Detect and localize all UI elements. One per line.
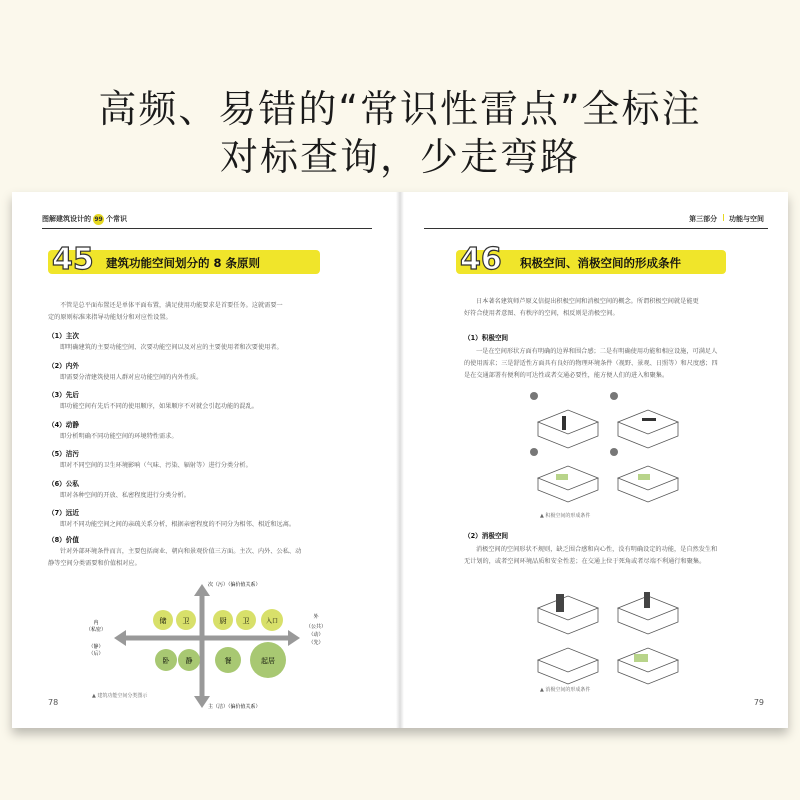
circle-label-living: 起居 [261, 657, 275, 665]
running-head-pre: 图解建筑设计的 [42, 215, 91, 223]
section-title-46: 积极空间、消极空间的形成条件 [520, 256, 681, 270]
principle-text: 即功能空间有先后不同的使用顺序，如果顺序不对就会引起功能的混乱。 [60, 403, 258, 410]
principle-text: 即对各种空间的开放、私密程度进行分类分析。 [60, 491, 190, 499]
right-axis-label-2: （公共） [305, 624, 327, 630]
right-running-head [689, 214, 764, 224]
positive-space-illustrations [528, 390, 688, 506]
negative-green [634, 654, 648, 662]
right-axis-label-3: （动） [308, 632, 324, 638]
space-classification-diagram [82, 580, 332, 710]
right-page [400, 192, 788, 728]
headline-line-2: 对标查询，少走弯路 [219, 135, 580, 179]
positive-green-1 [556, 474, 568, 480]
circle-label-kitchen: 厨 [219, 617, 227, 625]
right-intro-1: 日本著名建筑师芦原义信提出积极空间和消极空间的概念。所谓积极空间就是能更 [476, 298, 699, 305]
running-head-topic: 功能与空间 [729, 215, 764, 223]
section-number-46: 46 [460, 242, 502, 277]
negative-box-3-top [538, 648, 598, 672]
right-axis-label-1: 外 [313, 614, 319, 620]
principle-8-line-1: 针对外部环境条件而言，主要包括商业、朝向和景观价值三方面。主次、内外、公私、动 [60, 548, 302, 555]
left-intro-2: 定的原则标准来指导功能划分和对应性设置。 [48, 314, 172, 321]
positive-box-1-top [538, 410, 598, 434]
left-running-head [42, 214, 127, 225]
positive-space-line-1: 一是在空间形状方面有明确的边界和围合感；二是有明确使用功能和相应设施，可满足人 [476, 348, 718, 355]
circle-label-entrance: 入口 [265, 618, 279, 625]
bottom-axis-label: 主（洁）（偏价值关系） [208, 704, 261, 710]
negative-space-heading: （2）消极空间 [464, 532, 509, 540]
top-axis-label: 次（污）（偏价值关系） [208, 582, 261, 588]
positive-space-heading: （1）积极空间 [464, 334, 509, 342]
negative-wall-2 [644, 592, 650, 608]
circle-label-dining: 餐 [224, 657, 232, 665]
circle-label-bedroom: 卧 [162, 657, 170, 665]
positive-bench [642, 418, 656, 421]
left-axis-label-1: 内 [93, 620, 99, 626]
positive-space-caption: ▲ 积极空间的形成条件 [540, 513, 591, 519]
left-intro-1: 不管是总平面布置还是单体平面布置，满足使用功能要求是首要任务。这就需要一 [60, 302, 283, 309]
section-number-45: 45 [52, 242, 94, 277]
headline-line-1: 高频、易错的“常识性雷点”全标注 [98, 87, 702, 131]
left-axis-label-3: （静） [88, 644, 104, 650]
right-intro-2: 好符合使用者意图、有秩序的空间，相反则是消极空间。 [464, 310, 619, 317]
negative-space-line-2: 无计划的，或者空间环境品质和安全性差；在交通上位于死角或者尽端不利通行和聚集。 [464, 558, 706, 565]
negative-space-caption: ▲ 消极空间的形成条件 [540, 687, 591, 693]
left-page-number: 78 [48, 698, 59, 707]
principle-heading: （4）动静 [48, 420, 79, 429]
principle-text: 即分析明确不同功能空间的环境特性需求。 [60, 432, 178, 440]
seat-icon [610, 392, 618, 400]
principle-text: 即明确建筑的主要功能空间、次要功能空间以及对应的主要使用者和次要使用者。 [60, 344, 283, 351]
circle-label-quiet: 静 [185, 657, 193, 665]
principle-text: 即对不同空间的卫生环境影响（气味、污染、辐射等）进行分类分析。 [60, 462, 252, 469]
positive-space-line-2: 的使用需求；三是舒适性方面具有良好的物理环境条件（视野、景观、日照等）和尺度感；四 [464, 360, 718, 367]
negative-space-illustrations [528, 578, 688, 688]
running-head-part: 第三部分 [689, 215, 718, 223]
right-axis-label-4: （先） [308, 640, 324, 646]
principle-heading: （6）公私 [48, 479, 79, 488]
right-page-number: 79 [753, 698, 764, 707]
negative-wall-1 [556, 594, 564, 612]
positive-box-2-top [618, 410, 678, 434]
principle-text: 即对不同功能空间之间的亲疏关系分析，根据亲密程度的不同分为相邻、相近和远离。 [60, 521, 296, 528]
circle-label-toilet-1: 卫 [182, 617, 190, 625]
people-icon [610, 448, 618, 456]
principle-heading: （3）先后 [48, 391, 79, 399]
left-diagram-caption: ▲ 建筑功能空间分类图示 [92, 693, 148, 699]
right-header-rule [424, 228, 768, 229]
left-page [12, 192, 400, 728]
axis-arrow-left [114, 630, 126, 646]
circle-label-storage: 储 [159, 617, 167, 625]
principle-8-line-2: 静等空间分类需要和价值相对应。 [48, 560, 141, 567]
open-book [12, 192, 788, 728]
positive-figure-1 [562, 416, 566, 430]
left-axis-label-2: （私密） [85, 627, 107, 633]
negative-space-line-1: 消极空间的空间形状不规则，缺乏围合感和向心性，没有明确设定的功能，是自然发生和 [476, 546, 718, 553]
sun-icon [530, 448, 538, 456]
principle-text: 即需要分清建筑使用人群对应功能空间的内外性质。 [60, 373, 203, 381]
principle-heading: （7）远近 [48, 509, 79, 517]
thumbs-up-icon [530, 392, 538, 400]
negative-box-1-top [538, 596, 598, 620]
axis-arrow-right [288, 630, 300, 646]
running-head-number: 99 [94, 216, 103, 223]
principle-heading: （5）洁污 [48, 450, 79, 458]
principle-heading: （1）主次 [48, 332, 79, 340]
running-head-post: 个常识 [106, 215, 127, 223]
left-header-rule [42, 228, 372, 229]
circle-label-toilet-2: 卫 [242, 617, 250, 625]
positive-green-2 [638, 474, 650, 480]
section-title-45: 建筑功能空间划分的 8 条原则 [106, 256, 261, 270]
principle-8-heading: （8）价值 [48, 536, 79, 544]
running-head-divider [723, 214, 724, 221]
left-axis-label-4: （后） [88, 651, 104, 657]
principle-heading: （2）内外 [48, 361, 79, 370]
positive-space-line-3: 是在交通部署有便利的可达性或者交通必要性，能方便人们的进入和聚集。 [464, 372, 669, 379]
